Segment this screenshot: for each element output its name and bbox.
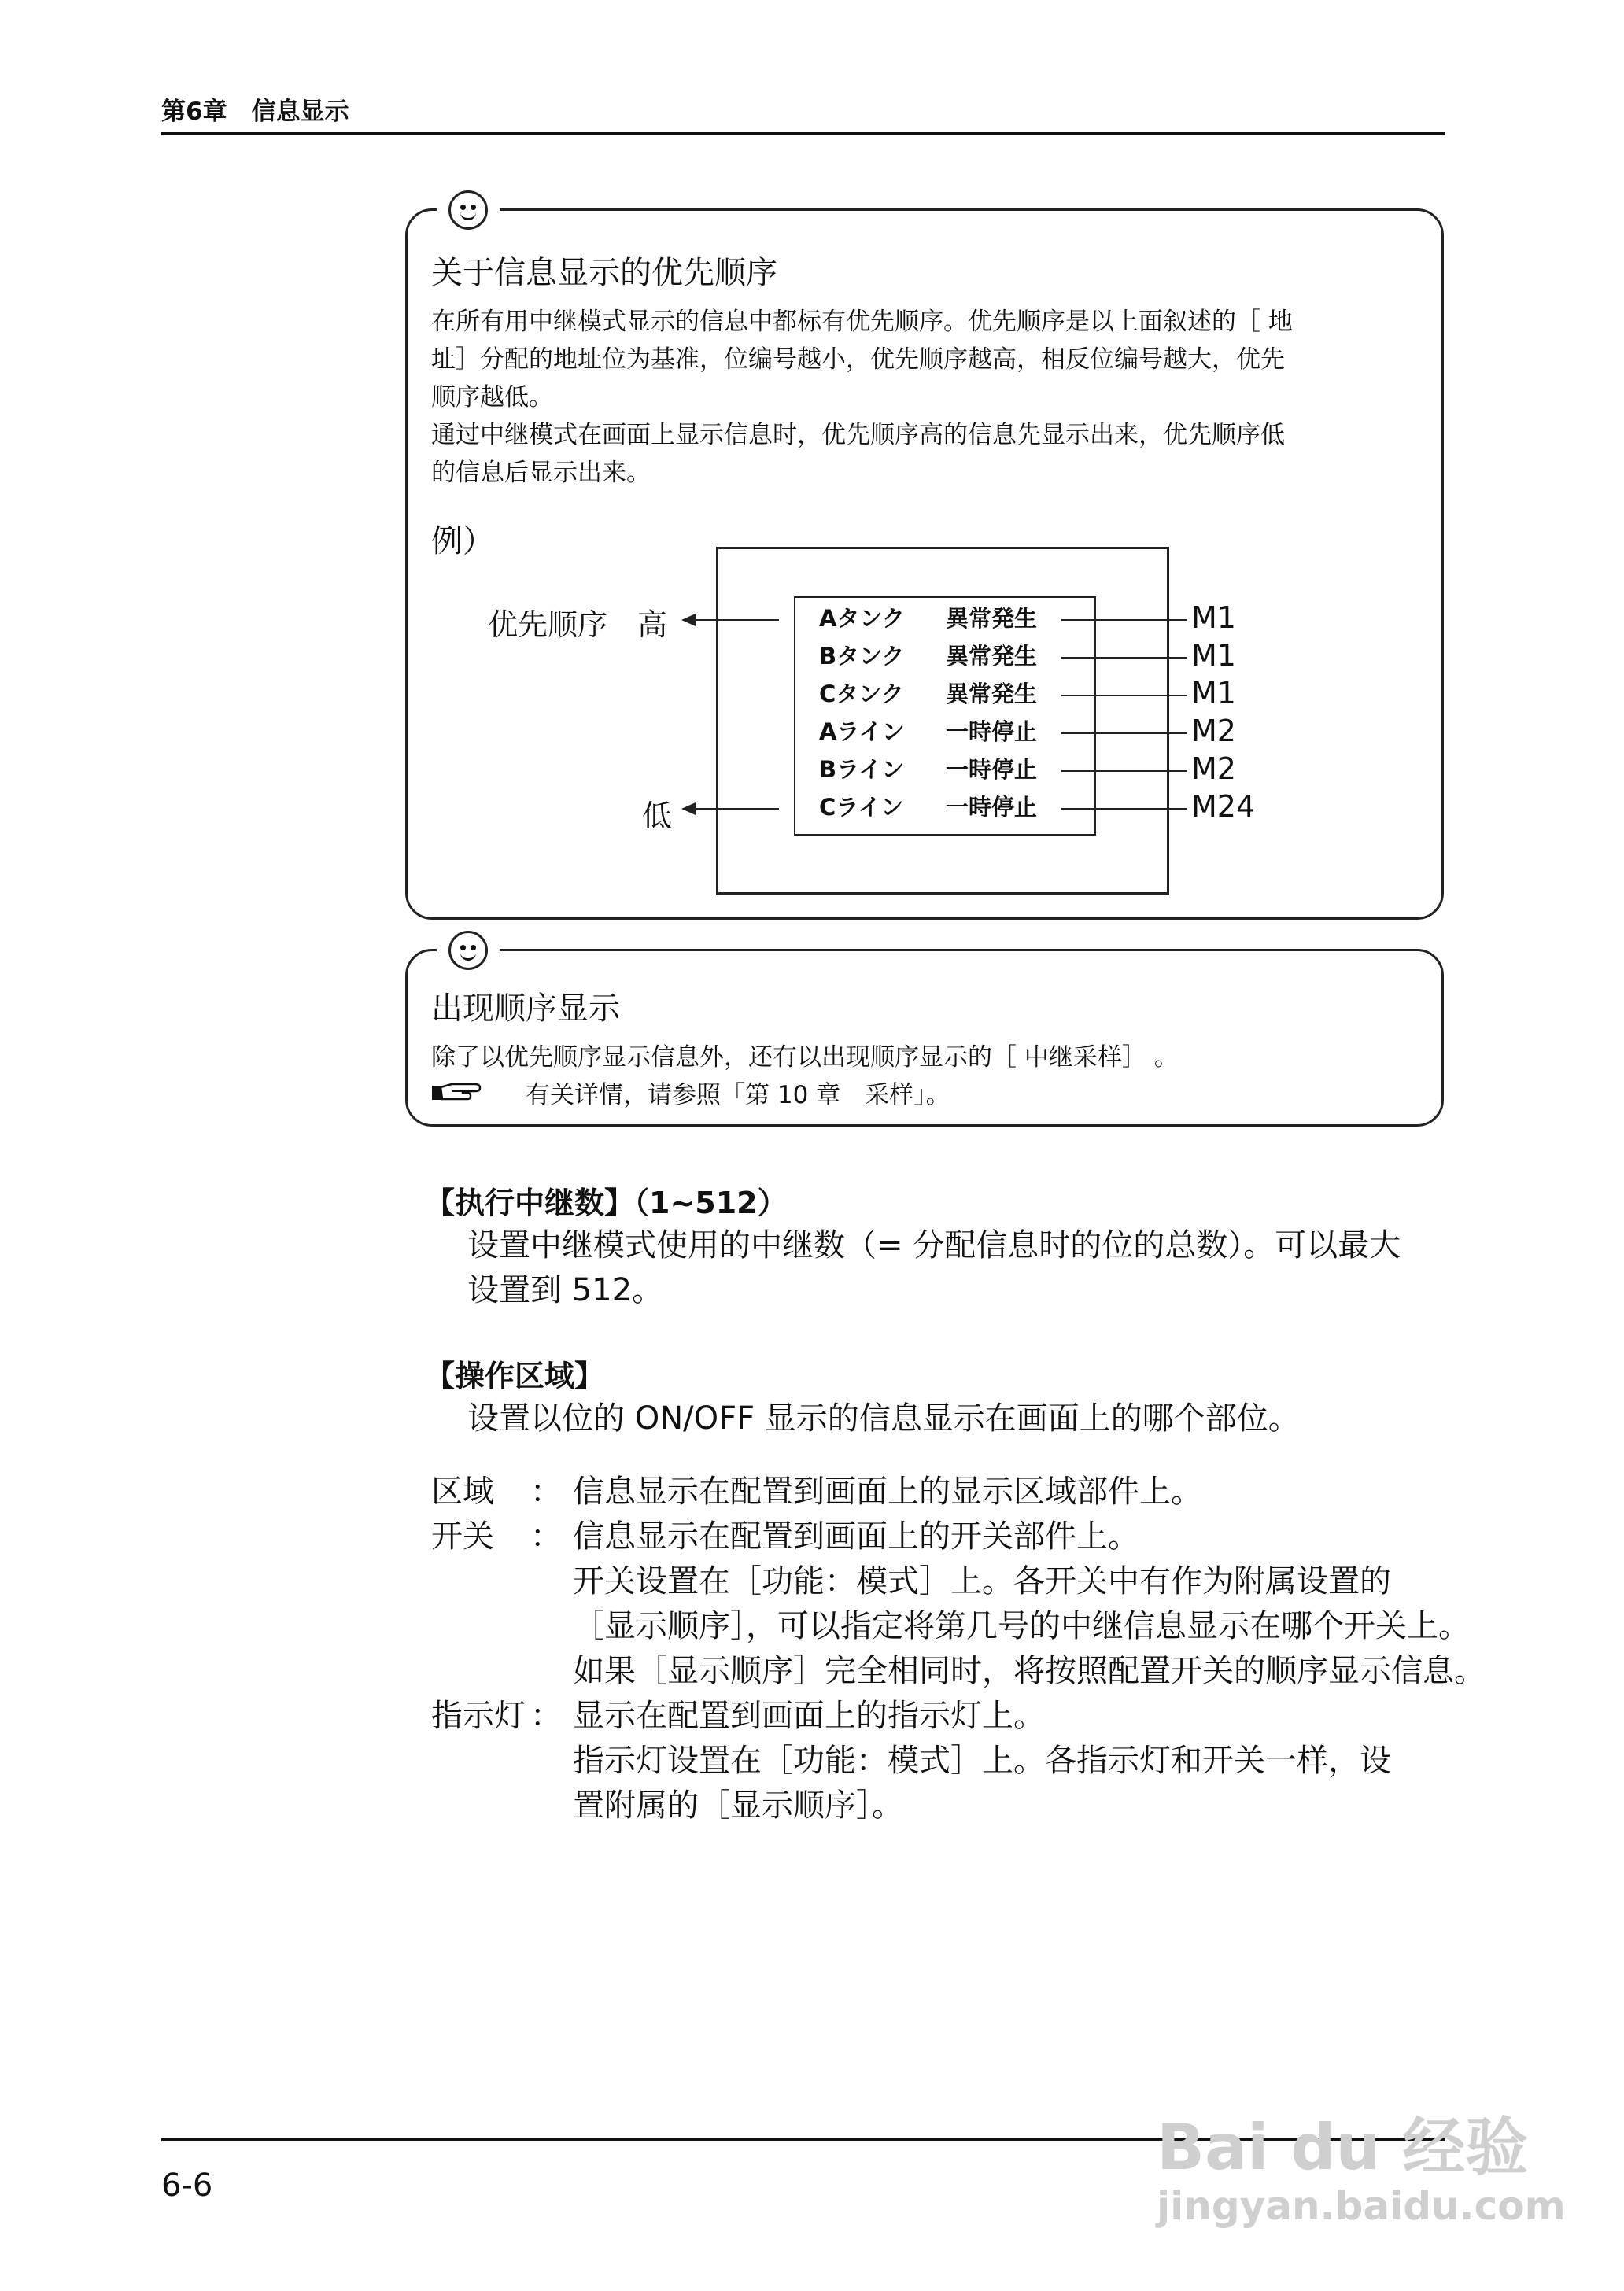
connector-line — [1061, 619, 1187, 621]
definition-text — [573, 1514, 1486, 1694]
message-name: Bタンク — [819, 643, 905, 670]
definition-line: 指示灯设置在［功能：模式］上。各指示灯和开关一样，设 — [573, 1743, 1391, 1779]
body-line: 设置中继模式使用的中继数（= 分配信息时的位的总数）。可以最大 — [467, 1227, 1401, 1264]
body-line: 设置到 512。 — [467, 1272, 664, 1308]
bit-label: M1 — [1191, 600, 1236, 635]
message-status: 異常発生 — [946, 643, 1038, 670]
tip-line: 顺序越低。 — [431, 383, 553, 411]
message-status: 一時停止 — [946, 794, 1038, 821]
section-heading: 【执行中继数】（1~512） — [425, 1186, 788, 1220]
message-row — [794, 601, 1093, 639]
definition-sep: ： — [530, 1474, 562, 1510]
smiley-icon — [448, 190, 488, 230]
message-row — [794, 714, 1093, 752]
arrow-shaft — [692, 619, 779, 621]
example-label: 例） — [431, 523, 494, 559]
message-status: 一時停止 — [946, 718, 1038, 745]
definition-text — [573, 1470, 1202, 1514]
definition-line: 信息显示在配置到画面上的开关部件上。 — [573, 1518, 1139, 1555]
definition-line: 信息显示在配置到画面上的显示区域部件上。 — [573, 1474, 1202, 1510]
connector-line — [1061, 657, 1187, 659]
header-divider — [161, 132, 1445, 135]
priority-low-label: 低 — [642, 799, 673, 833]
definition-text — [573, 1694, 1391, 1828]
message-name: Cタンク — [819, 681, 904, 707]
bit-label: M1 — [1191, 676, 1236, 710]
message-name: Cライン — [819, 794, 904, 821]
section-body — [467, 1223, 1443, 1313]
definition-sep: ： — [530, 1698, 562, 1734]
message-name: Aライン — [819, 718, 905, 745]
section-body: 设置以位的 ON/OFF 显示的信息显示在画面上的哪个部位。 — [467, 1400, 1300, 1437]
definition-line: 置附属的［显示顺序］。 — [573, 1787, 903, 1824]
tip-title: 关于信息显示的优先顺序 — [431, 255, 777, 291]
message-status: 異常発生 — [946, 681, 1038, 707]
tip-line: 在所有用中继模式显示的信息中都标有优先顺序。优先顺序是以上面叙述的［ 地 — [431, 308, 1293, 336]
message-name: Aタンク — [819, 605, 905, 632]
section-heading: 【操作区域】 — [425, 1359, 605, 1393]
arrow-shaft — [692, 808, 779, 810]
watermark-logo: Bai du 经验 — [1157, 2111, 1529, 2184]
bit-label: M2 — [1191, 751, 1236, 786]
watermark-url: jingyan.baidu.com — [1157, 2183, 1566, 2229]
chapter-header: 第6章 信息显示 — [161, 98, 349, 126]
definition-sep: ： — [530, 1518, 562, 1555]
tip-line: 通过中继模式在画面上显示信息时，优先顺序高的信息先显示出来，优先顺序低 — [431, 421, 1285, 449]
bit-label: M2 — [1191, 714, 1236, 748]
definition-term: 开关 — [431, 1518, 494, 1555]
message-row — [794, 752, 1093, 790]
message-name: Bライン — [819, 756, 905, 783]
tip-line: 的信息后显示出来。 — [431, 459, 651, 487]
pointing-hand-icon — [431, 1078, 482, 1105]
connector-line — [1061, 695, 1187, 696]
message-row — [794, 639, 1093, 677]
priority-high-label: 优先顺序 高 — [488, 607, 668, 642]
bit-label: M1 — [1191, 638, 1236, 673]
smiley-icon — [448, 931, 488, 970]
definition-line: 显示在配置到画面上的指示灯上。 — [573, 1698, 1045, 1734]
message-row — [794, 790, 1093, 828]
page-number: 6-6 — [161, 2167, 213, 2204]
tip-text: 除了以优先顺序显示信息外，还有以出现顺序显示的［ 中继采样］ 。 — [431, 1043, 1179, 1072]
message-row — [794, 677, 1093, 714]
definition-term: 指示灯 — [431, 1698, 526, 1734]
message-status: 一時停止 — [946, 756, 1038, 783]
tip-paragraph — [431, 303, 1430, 492]
definition-line: 如果［显示顺序］完全相同时，将按照配置开关的顺序显示信息。 — [573, 1653, 1486, 1689]
connector-line — [1061, 770, 1187, 772]
tip-line: 址］分配的地址位为基准，位编号越小，优先顺序越高，相反位编号越大，优先 — [431, 345, 1285, 374]
definition-line: ［显示顺序］，可以指定将第几号的中继信息显示在哪个开关上。 — [573, 1608, 1470, 1644]
tip-title: 出现顺序显示 — [431, 991, 620, 1027]
message-status: 異常発生 — [946, 605, 1038, 632]
connector-line — [1061, 732, 1187, 734]
bit-label: M24 — [1191, 789, 1256, 824]
definition-term: 区域 — [431, 1474, 494, 1510]
definition-line: 开关设置在［功能：模式］上。各开关中有作为附属设置的 — [573, 1563, 1391, 1599]
connector-line — [1061, 808, 1187, 810]
reference-text: 有关详情，请参照「第 10 章 采样」。 — [526, 1081, 950, 1109]
